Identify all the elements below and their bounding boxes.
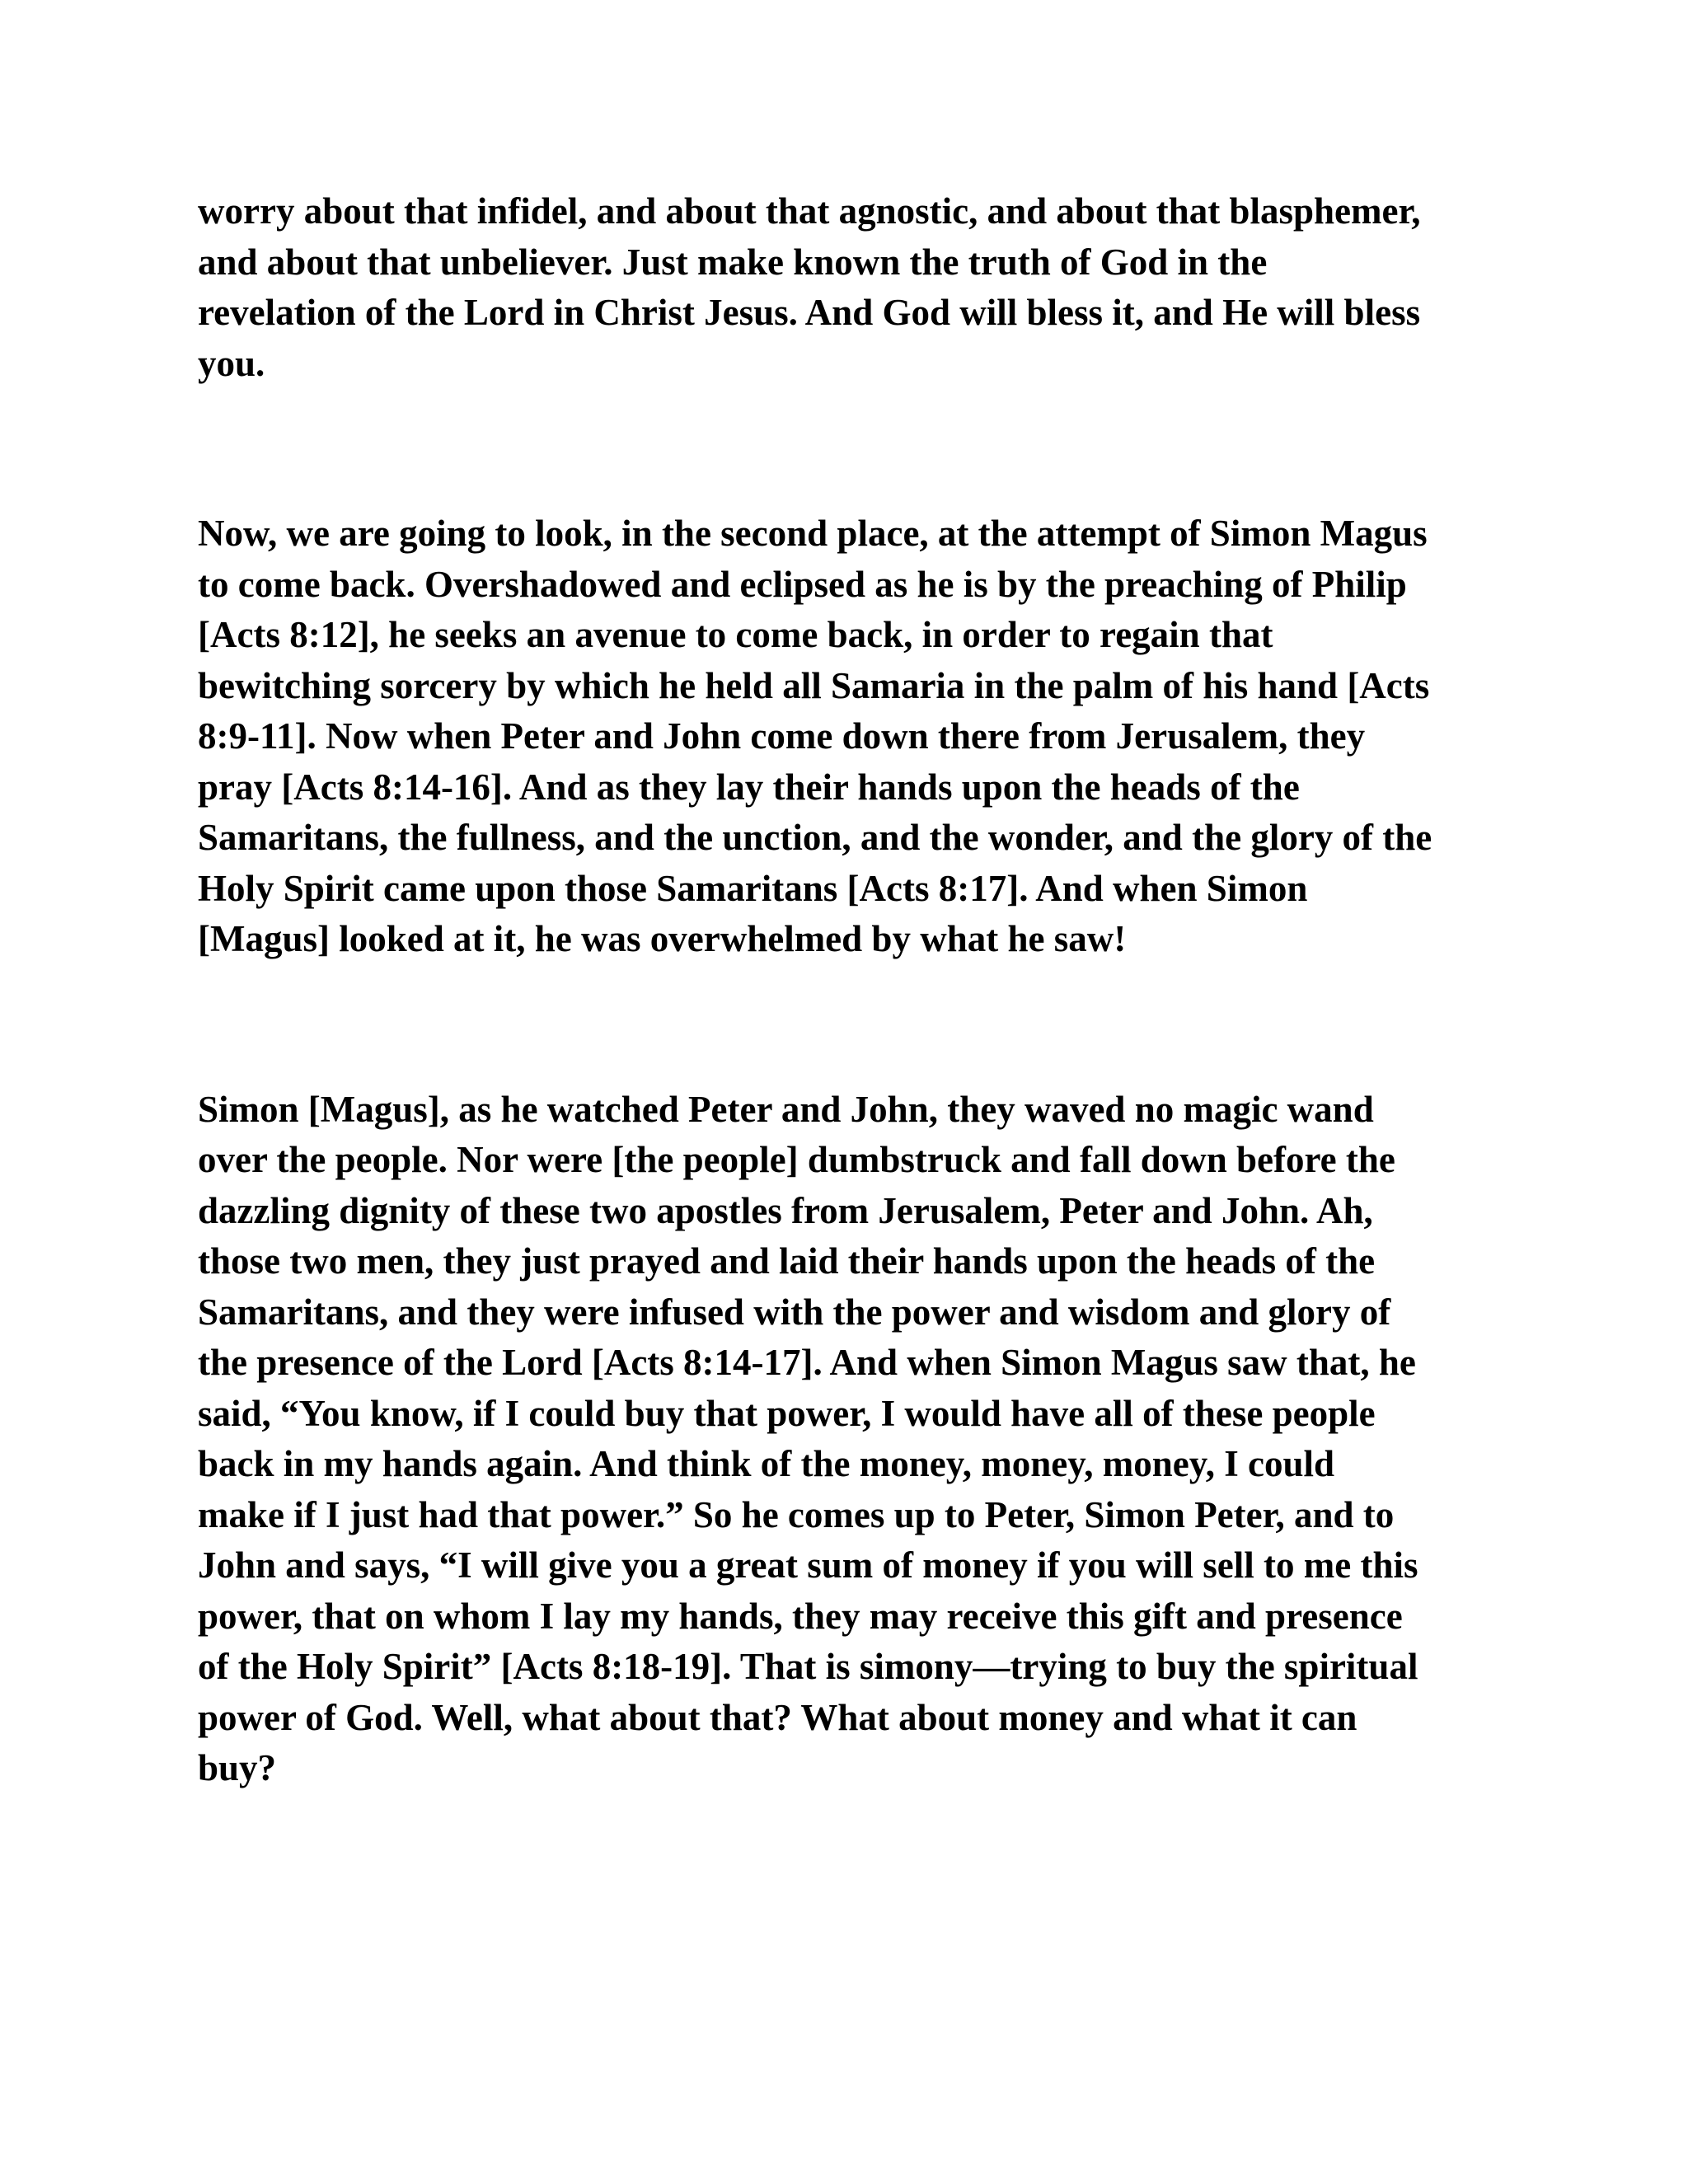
text-line: said, “You know, if I could buy that power, I would have all of these people [198, 1392, 1376, 1434]
text-line: dazzling dignity of these two apostles from Jerusalem, Peter and John. Ah, [198, 1189, 1373, 1231]
text-line: over the people. Nor were [the people] dumbstruck and fall down before the [198, 1139, 1395, 1180]
paragraph-3 [198, 1085, 1517, 1794]
text-line: back in my hands again. And think of the money, money, money, I could [198, 1443, 1335, 1484]
text-line: Simon [Magus], as he watched Peter and John, they waved no magic wand [198, 1088, 1374, 1130]
text-line: worry about that infidel, and about that agnostic, and about that blasphemer, [198, 190, 1421, 232]
text-line: power of God. Well, what about that? What about money and what it can [198, 1696, 1357, 1738]
text-line: bewitching sorcery by which he held all Samaria in the palm of his hand [Acts [198, 664, 1430, 706]
text-line: and about that unbeliever. Just make known the truth of God in the [198, 241, 1268, 283]
text-line: buy? [198, 1747, 277, 1788]
text-line: Samaritans, the fullness, and the unction, and the wonder, and the glory of the [198, 817, 1432, 858]
paragraph-1 [198, 186, 1517, 389]
paragraph-2 [198, 509, 1517, 965]
text-line: Holy Spirit came upon those Samaritans [Acts 8:17]. And when Simon [198, 867, 1308, 909]
text-line: 8:9-11]. Now when Peter and John come down there from Jerusalem, they [198, 715, 1366, 757]
text-line: John and says, “I will give you a great sum of money if you will sell to me this [198, 1544, 1418, 1586]
text-line: you. [198, 342, 265, 384]
text-line: the presence of the Lord [Acts 8:14-17]. And when Simon Magus saw that, he [198, 1342, 1416, 1383]
document-body [198, 186, 1517, 1794]
text-line: revelation of the Lord in Christ Jesus. And God will bless it, and He will bless [198, 292, 1421, 333]
text-line: to come back. Overshadowed and eclipsed as he is by the preaching of Philip [198, 563, 1407, 605]
text-line: those two men, they just prayed and laid their hands upon the heads of the [198, 1240, 1376, 1282]
text-line: power, that on whom I lay my hands, they may receive this gift and presence [198, 1595, 1403, 1637]
text-line: [Magus] looked at it, he was overwhelmed by what he saw! [198, 918, 1127, 959]
text-line: Samaritans, and they were infused with the power and wisdom and glory of [198, 1291, 1391, 1333]
text-line: pray [Acts 8:14-16]. And as they lay their hands upon the heads of the [198, 766, 1300, 808]
text-line: of the Holy Spirit” [Acts 8:18-19]. That is simony—trying to buy the spiritual [198, 1646, 1418, 1687]
text-line: [Acts 8:12], he seeks an avenue to come back, in order to regain that [198, 614, 1273, 655]
text-line: make if I just had that power.” So he comes up to Peter, Simon Peter, and to [198, 1493, 1395, 1535]
text-line: Now, we are going to look, in the second place, at the attempt of Simon Magus [198, 513, 1428, 554]
